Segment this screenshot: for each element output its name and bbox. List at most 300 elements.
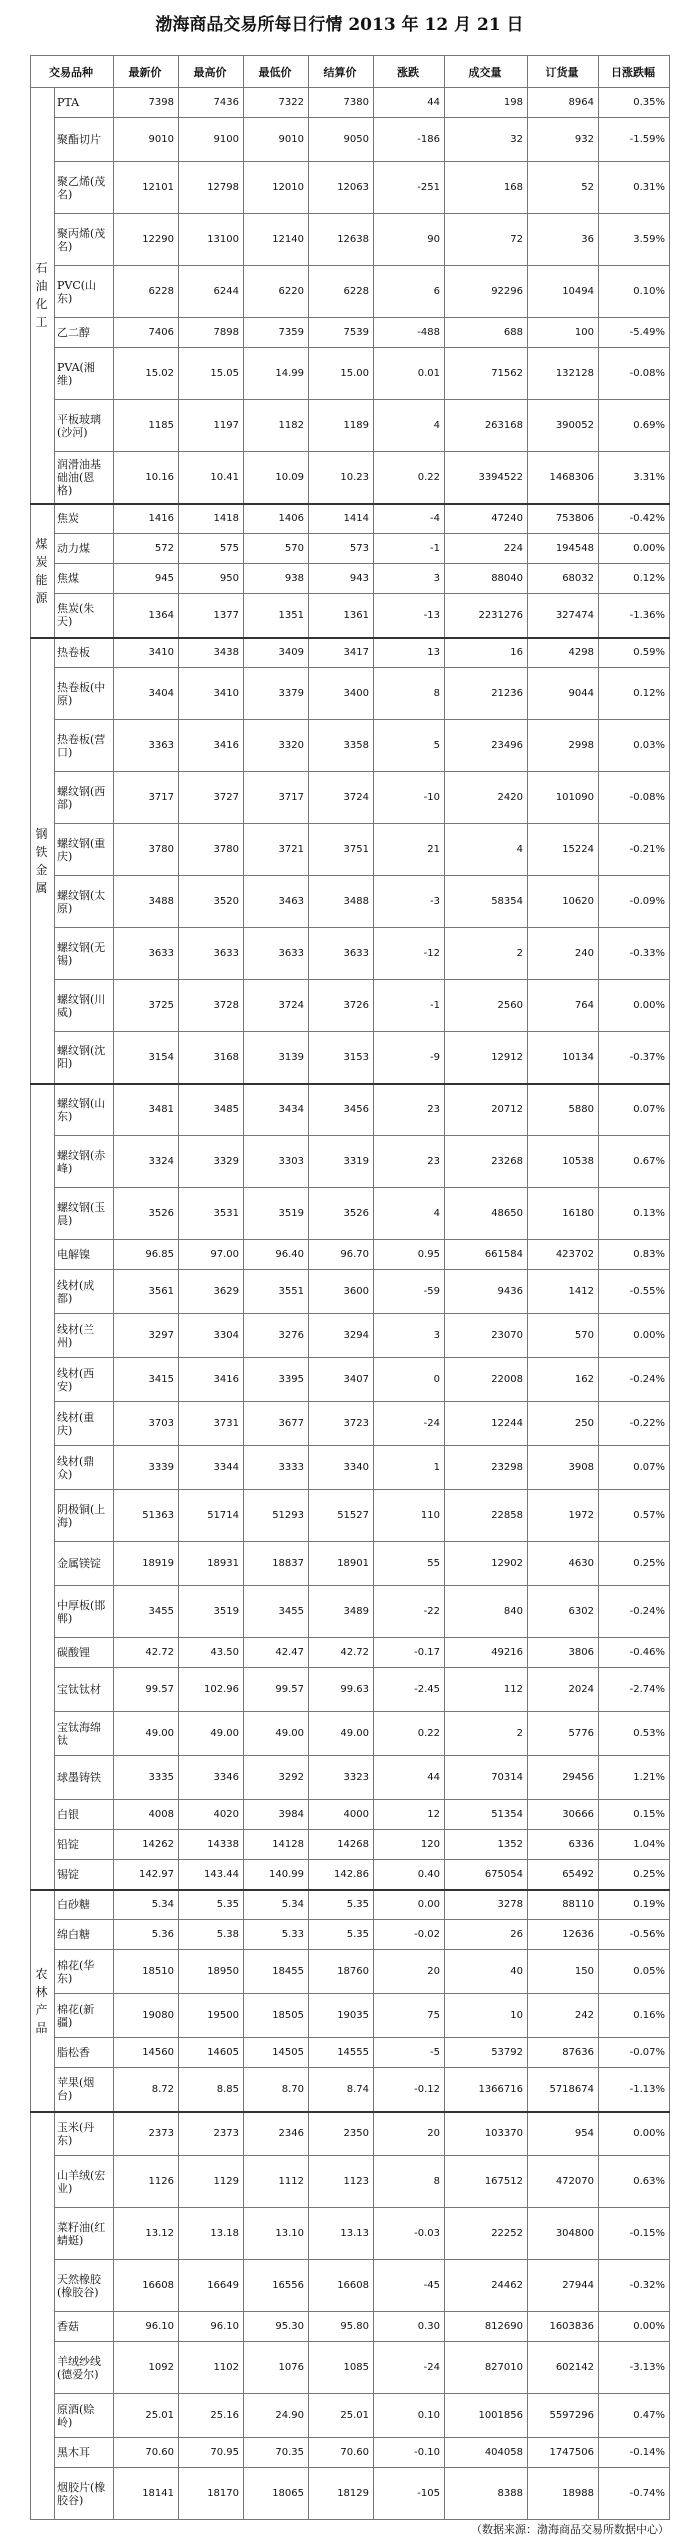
product-name: 动力煤 <box>55 534 114 564</box>
value-cell: 142.86 <box>309 1860 374 1890</box>
value-cell: 12063 <box>309 162 374 214</box>
value-cell: 12 <box>374 1800 445 1830</box>
value-cell: 1126 <box>114 2156 179 2208</box>
value-cell: 242 <box>528 1994 599 2038</box>
value-cell: 194548 <box>528 534 599 564</box>
table-row <box>31 88 670 118</box>
value-cell: -0.03 <box>374 2208 445 2260</box>
value-cell: 3.31% <box>599 452 670 504</box>
value-cell: 1412 <box>528 1270 599 1314</box>
value-cell: 327474 <box>528 594 599 638</box>
header-cell: 结算价 <box>309 56 374 88</box>
table-row <box>31 1188 670 1240</box>
value-cell: 5 <box>374 720 445 772</box>
value-cell: 3340 <box>309 1446 374 1490</box>
value-cell: 3806 <box>528 1638 599 1668</box>
value-cell: 0.63% <box>599 2156 670 2208</box>
product-name: 锡锭 <box>55 1860 114 1890</box>
table-row <box>31 668 670 720</box>
value-cell: 112 <box>445 1668 528 1712</box>
value-cell: 0.53% <box>599 1712 670 1756</box>
value-cell: 3463 <box>244 876 309 928</box>
value-cell: 3324 <box>114 1136 179 1188</box>
value-cell: 3416 <box>179 720 244 772</box>
category-label: 钢铁金属 <box>35 826 48 895</box>
value-cell: 16649 <box>179 2260 244 2312</box>
value-cell: 3 <box>374 564 445 594</box>
product-name: 聚乙烯(茂名) <box>55 162 114 214</box>
value-cell: 18510 <box>114 1950 179 1994</box>
value-cell: 3276 <box>244 1314 309 1358</box>
value-cell: 3455 <box>244 1586 309 1638</box>
value-cell: 0.59% <box>599 638 670 668</box>
value-cell: 14262 <box>114 1830 179 1860</box>
table-row <box>31 1358 670 1402</box>
value-cell: 14338 <box>179 1830 244 1860</box>
value-cell: 3780 <box>179 824 244 876</box>
value-cell: 8388 <box>445 2468 528 2520</box>
table-row <box>31 1032 670 1084</box>
header-cell: 最高价 <box>179 56 244 88</box>
value-cell: -45 <box>374 2260 445 2312</box>
value-cell: 3438 <box>179 638 244 668</box>
table-row <box>31 2342 670 2394</box>
value-cell: 9010 <box>244 118 309 162</box>
product-name: 绵白糖 <box>55 1920 114 1950</box>
value-cell: 1416 <box>114 504 179 534</box>
table-row <box>31 772 670 824</box>
product-name: 香菇 <box>55 2312 114 2342</box>
value-cell: 96.70 <box>309 1240 374 1270</box>
product-name: 原酒(赊岭) <box>55 2394 114 2438</box>
value-cell: 3633 <box>114 928 179 980</box>
product-name: 棉花(新疆) <box>55 1994 114 2038</box>
value-cell: 932 <box>528 118 599 162</box>
value-cell: 3481 <box>114 1084 179 1136</box>
value-cell: 6220 <box>244 266 309 318</box>
table-row <box>31 876 670 928</box>
value-cell: 71562 <box>445 348 528 400</box>
value-cell: 1185 <box>114 400 179 452</box>
value-cell: 87636 <box>528 2038 599 2068</box>
value-cell: 5.34 <box>244 1890 309 1920</box>
value-cell: 90 <box>374 214 445 266</box>
value-cell: 6 <box>374 266 445 318</box>
value-cell: 0.47% <box>599 2394 670 2438</box>
value-cell: 753806 <box>528 504 599 534</box>
value-cell: 23070 <box>445 1314 528 1358</box>
value-cell: 49216 <box>445 1638 528 1668</box>
value-cell: 27944 <box>528 2260 599 2312</box>
value-cell: -1.13% <box>599 2068 670 2112</box>
value-cell: 18455 <box>244 1950 309 1994</box>
product-name: 中厚板(邯郸) <box>55 1586 114 1638</box>
value-cell: 812690 <box>445 2312 528 2342</box>
value-cell: -2.74% <box>599 1668 670 1712</box>
value-cell: 0.95 <box>374 1240 445 1270</box>
value-cell: -0.02 <box>374 1920 445 1950</box>
value-cell: 3416 <box>179 1358 244 1402</box>
value-cell: 6244 <box>179 266 244 318</box>
value-cell: 10.23 <box>309 452 374 504</box>
value-cell: 954 <box>528 2112 599 2156</box>
value-cell: -488 <box>374 318 445 348</box>
header-cell: 订货量 <box>528 56 599 88</box>
value-cell: 3519 <box>244 1188 309 1240</box>
value-cell: 42.47 <box>244 1638 309 1668</box>
value-cell: 3409 <box>244 638 309 668</box>
value-cell: 1123 <box>309 2156 374 2208</box>
value-cell: 23 <box>374 1136 445 1188</box>
value-cell: 18129 <box>309 2468 374 2520</box>
value-cell: 1076 <box>244 2342 309 2394</box>
value-cell: 4020 <box>179 1800 244 1830</box>
value-cell: 1112 <box>244 2156 309 2208</box>
value-cell: 18505 <box>244 1994 309 2038</box>
value-cell: 0.83% <box>599 1240 670 1270</box>
value-cell: 10494 <box>528 266 599 318</box>
value-cell: 20712 <box>445 1084 528 1136</box>
value-cell: -0.56% <box>599 1920 670 1950</box>
value-cell: 16180 <box>528 1188 599 1240</box>
value-cell: 2 <box>445 928 528 980</box>
table-row <box>31 720 670 772</box>
value-cell: 10538 <box>528 1136 599 1188</box>
value-cell: 23298 <box>445 1446 528 1490</box>
table-row <box>31 824 670 876</box>
value-cell: 304800 <box>528 2208 599 2260</box>
value-cell: 49.00 <box>114 1712 179 1756</box>
value-cell: 1418 <box>179 504 244 534</box>
product-name: PTA <box>55 88 114 118</box>
value-cell: 1.21% <box>599 1756 670 1800</box>
value-cell: 88110 <box>528 1890 599 1920</box>
value-cell: -12 <box>374 928 445 980</box>
value-cell: 100 <box>528 318 599 348</box>
value-cell: 0.12% <box>599 564 670 594</box>
value-cell: 404058 <box>445 2438 528 2468</box>
value-cell: 3294 <box>309 1314 374 1358</box>
product-name: 脂松香 <box>55 2038 114 2068</box>
value-cell: 30666 <box>528 1800 599 1830</box>
value-cell: -0.42% <box>599 504 670 534</box>
product-name: 线材(重庆) <box>55 1402 114 1446</box>
value-cell: 20 <box>374 2112 445 2156</box>
value-cell: -10 <box>374 772 445 824</box>
value-cell: 99.57 <box>114 1668 179 1712</box>
value-cell: 15224 <box>528 824 599 876</box>
value-cell: 3724 <box>244 980 309 1032</box>
table-row <box>31 1490 670 1542</box>
value-cell: 42.72 <box>114 1638 179 1668</box>
value-cell: 1406 <box>244 504 309 534</box>
value-cell: 3526 <box>114 1188 179 1240</box>
value-cell: 26 <box>445 1920 528 1950</box>
value-cell: 19035 <box>309 1994 374 2038</box>
page-title: 渤海商品交易所每日行情 2013 年 12 月 21 日 <box>155 15 524 35</box>
value-cell: 162 <box>528 1358 599 1402</box>
category-cell <box>31 1890 55 2112</box>
product-name: 烟胶片(橡胶谷) <box>55 2468 114 2520</box>
value-cell: 52 <box>528 162 599 214</box>
value-cell: 88040 <box>445 564 528 594</box>
value-cell: -251 <box>374 162 445 214</box>
value-cell: -0.24% <box>599 1586 670 1638</box>
value-cell: 950 <box>179 564 244 594</box>
value-cell: 3410 <box>179 668 244 720</box>
value-cell: 3727 <box>179 772 244 824</box>
value-cell: -0.08% <box>599 348 670 400</box>
value-cell: 29456 <box>528 1756 599 1800</box>
value-cell: 1129 <box>179 2156 244 2208</box>
quotes-body <box>31 88 670 2520</box>
value-cell: 0.67% <box>599 1136 670 1188</box>
value-cell: 0.31% <box>599 162 670 214</box>
value-cell: 2373 <box>179 2112 244 2156</box>
product-name: 平板玻璃(沙河) <box>55 400 114 452</box>
value-cell: 65492 <box>528 1860 599 1890</box>
value-cell: 0.19% <box>599 1890 670 1920</box>
product-name: 球墨铸铁 <box>55 1756 114 1800</box>
value-cell: 15.02 <box>114 348 179 400</box>
value-cell: 9010 <box>114 118 179 162</box>
value-cell: 51293 <box>244 1490 309 1542</box>
table-row <box>31 1860 670 1890</box>
product-name: 玉米(丹东) <box>55 2112 114 2156</box>
value-cell: 14605 <box>179 2038 244 2068</box>
category-cell <box>31 504 55 638</box>
table-row <box>31 1800 670 1830</box>
value-cell: 70.60 <box>114 2438 179 2468</box>
value-cell: 7539 <box>309 318 374 348</box>
value-cell: 19080 <box>114 1994 179 2038</box>
table-row <box>31 1994 670 2038</box>
table-row <box>31 1270 670 1314</box>
value-cell: 10.09 <box>244 452 309 504</box>
value-cell: -0.17 <box>374 1638 445 1668</box>
value-cell: 14505 <box>244 2038 309 2068</box>
value-cell: 10620 <box>528 876 599 928</box>
product-name: 铅锭 <box>55 1830 114 1860</box>
value-cell: 7380 <box>309 88 374 118</box>
value-cell: 13.13 <box>309 2208 374 2260</box>
value-cell: 22858 <box>445 1490 528 1542</box>
table-row <box>31 266 670 318</box>
value-cell: 2998 <box>528 720 599 772</box>
value-cell: 423702 <box>528 1240 599 1270</box>
value-cell: 688 <box>445 318 528 348</box>
value-cell: 602142 <box>528 2342 599 2394</box>
table-row <box>31 1830 670 1860</box>
table-row <box>31 162 670 214</box>
value-cell: 661584 <box>445 1240 528 1270</box>
value-cell: 8.74 <box>309 2068 374 2112</box>
table-row <box>31 928 670 980</box>
value-cell: 53792 <box>445 2038 528 2068</box>
value-cell: 3168 <box>179 1032 244 1084</box>
value-cell: 3344 <box>179 1446 244 1490</box>
value-cell: 99.57 <box>244 1668 309 1712</box>
value-cell: 51363 <box>114 1490 179 1542</box>
value-cell: 25.01 <box>114 2394 179 2438</box>
value-cell: 23 <box>374 1084 445 1136</box>
value-cell: 22008 <box>445 1358 528 1402</box>
value-cell: 0.40 <box>374 1860 445 1890</box>
product-name: 金属镁锭 <box>55 1542 114 1586</box>
table-row <box>31 1586 670 1638</box>
value-cell: -0.21% <box>599 824 670 876</box>
value-cell: -0.24% <box>599 1358 670 1402</box>
table-row <box>31 1136 670 1188</box>
value-cell: 3417 <box>309 638 374 668</box>
value-cell: 140.99 <box>244 1860 309 1890</box>
value-cell: -4 <box>374 504 445 534</box>
value-cell: 15.05 <box>179 348 244 400</box>
value-cell: 102.96 <box>179 1668 244 1712</box>
value-cell: 0.00% <box>599 534 670 564</box>
value-cell: 3395 <box>244 1358 309 1402</box>
value-cell: 16556 <box>244 2260 309 2312</box>
value-cell: 13.12 <box>114 2208 179 2260</box>
product-name: 苹果(烟台) <box>55 2068 114 2112</box>
value-cell: 0.25% <box>599 1542 670 1586</box>
category-label: 石油化工 <box>35 261 48 330</box>
value-cell: 8 <box>374 668 445 720</box>
value-cell: 3489 <box>309 1586 374 1638</box>
value-cell: 96.10 <box>114 2312 179 2342</box>
product-name: 碳酸锂 <box>55 1638 114 1668</box>
value-cell: 3363 <box>114 720 179 772</box>
value-cell: 13100 <box>179 214 244 266</box>
value-cell: 3358 <box>309 720 374 772</box>
source-note: （数据来源：渤海商品交易所数据中心） <box>471 2523 669 2536</box>
value-cell: 18141 <box>114 2468 179 2520</box>
table-row <box>31 118 670 162</box>
value-cell: 1102 <box>179 2342 244 2394</box>
table-row <box>31 2468 670 2520</box>
product-name: 螺纹钢(沈阳) <box>55 1032 114 1084</box>
value-cell: 2231276 <box>445 594 528 638</box>
value-cell: 0.10 <box>374 2394 445 2438</box>
value-cell: 3780 <box>114 824 179 876</box>
value-cell: 0.03% <box>599 720 670 772</box>
value-cell: 7898 <box>179 318 244 348</box>
value-cell: -0.07% <box>599 2038 670 2068</box>
value-cell: -2.45 <box>374 1668 445 1712</box>
value-cell: 0 <box>374 1358 445 1402</box>
value-cell: 70314 <box>445 1756 528 1800</box>
value-cell: 0.00% <box>599 980 670 1032</box>
product-name: 线材(兰州) <box>55 1314 114 1358</box>
value-cell: 7398 <box>114 88 179 118</box>
value-cell: 18950 <box>179 1950 244 1994</box>
value-cell: -9 <box>374 1032 445 1084</box>
value-cell: 0.10% <box>599 266 670 318</box>
value-cell: 70.35 <box>244 2438 309 2468</box>
table-row <box>31 638 670 668</box>
value-cell: 12636 <box>528 1920 599 1950</box>
value-cell: 0.07% <box>599 1446 670 1490</box>
value-cell: -0.10 <box>374 2438 445 2468</box>
value-cell: 224 <box>445 534 528 564</box>
value-cell: 764 <box>528 980 599 1032</box>
value-cell: 3526 <box>309 1188 374 1240</box>
value-cell: 1377 <box>179 594 244 638</box>
product-name: 润滑油基础油(恩格) <box>55 452 114 504</box>
table-row <box>31 504 670 534</box>
table-row <box>31 594 670 638</box>
value-cell: -1 <box>374 980 445 1032</box>
value-cell: 7322 <box>244 88 309 118</box>
value-cell: 8964 <box>528 88 599 118</box>
value-cell: 1603836 <box>528 2312 599 2342</box>
value-cell: 0.00% <box>599 2112 670 2156</box>
value-cell: 51527 <box>309 1490 374 1542</box>
value-cell: 573 <box>309 534 374 564</box>
value-cell: 1189 <box>309 400 374 452</box>
value-cell: 1972 <box>528 1490 599 1542</box>
table-row <box>31 2312 670 2342</box>
value-cell: 3551 <box>244 1270 309 1314</box>
product-name: PVC(山东) <box>55 266 114 318</box>
value-cell: 49.00 <box>179 1712 244 1756</box>
value-cell: -0.32% <box>599 2260 670 2312</box>
value-cell: 0.30 <box>374 2312 445 2342</box>
value-cell: 840 <box>445 1586 528 1638</box>
value-cell: 43.50 <box>179 1638 244 1668</box>
value-cell: 48650 <box>445 1188 528 1240</box>
value-cell: 3561 <box>114 1270 179 1314</box>
value-cell: 0.05% <box>599 1950 670 1994</box>
table-row <box>31 2260 670 2312</box>
value-cell: 5.35 <box>309 1920 374 1950</box>
value-cell: 4 <box>374 400 445 452</box>
value-cell: 0.00% <box>599 1314 670 1358</box>
value-cell: 14560 <box>114 2038 179 2068</box>
value-cell: 12912 <box>445 1032 528 1084</box>
value-cell: 99.63 <box>309 1668 374 1712</box>
value-cell: 3 <box>374 1314 445 1358</box>
value-cell: 12290 <box>114 214 179 266</box>
product-name: 螺纹钢(无锡) <box>55 928 114 980</box>
value-cell: 14128 <box>244 1830 309 1860</box>
value-cell: -0.14% <box>599 2438 670 2468</box>
value-cell: -0.22% <box>599 1402 670 1446</box>
value-cell: 24462 <box>445 2260 528 2312</box>
value-cell: 3724 <box>309 772 374 824</box>
value-cell: 3725 <box>114 980 179 1032</box>
product-name: 聚酯切片 <box>55 118 114 162</box>
value-cell: 9050 <box>309 118 374 162</box>
value-cell: 18931 <box>179 1542 244 1586</box>
value-cell: 3335 <box>114 1756 179 1800</box>
value-cell: 0.22 <box>374 1712 445 1756</box>
value-cell: 3908 <box>528 1446 599 1490</box>
value-cell: 24.90 <box>244 2394 309 2438</box>
product-name: 热卷板(营口) <box>55 720 114 772</box>
value-cell: 3488 <box>114 876 179 928</box>
value-cell: 945 <box>114 564 179 594</box>
value-cell: 20 <box>374 1950 445 1994</box>
value-cell: 5.36 <box>114 1920 179 1950</box>
value-cell: 3984 <box>244 1800 309 1830</box>
value-cell: -105 <box>374 2468 445 2520</box>
value-cell: 143.44 <box>179 1860 244 1890</box>
value-cell: -1.59% <box>599 118 670 162</box>
value-cell: 22252 <box>445 2208 528 2260</box>
value-cell: 15.00 <box>309 348 374 400</box>
value-cell: 12244 <box>445 1402 528 1446</box>
